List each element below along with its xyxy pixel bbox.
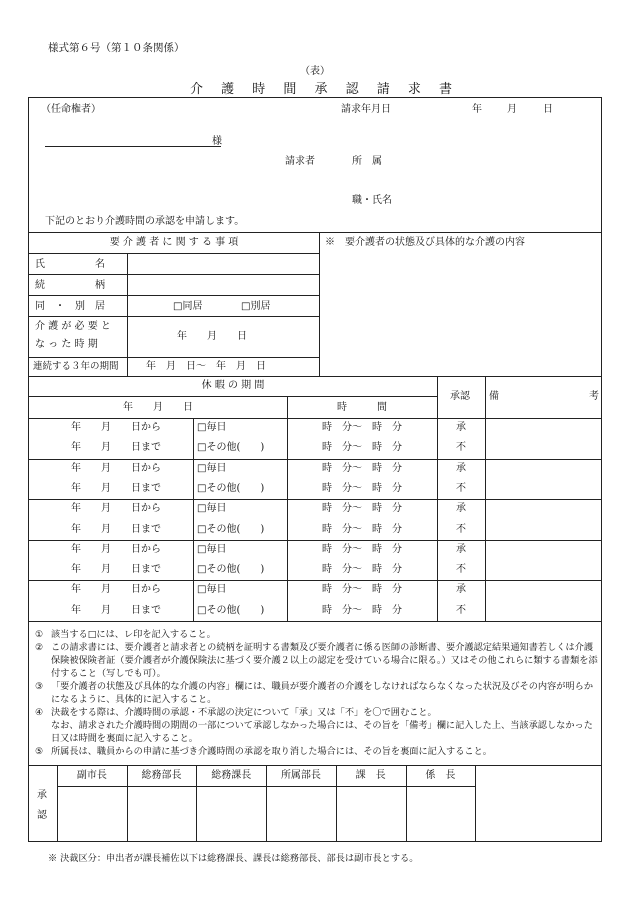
- approval-column-label: 係 長: [425, 770, 456, 781]
- request-date-label: 請求年月日: [341, 104, 391, 115]
- appointer-label: （任命権者）: [41, 104, 101, 115]
- approval-label-1: 承: [37, 790, 47, 801]
- leave-row-approval-mark: 承: [456, 584, 466, 596]
- living-label: 同 ・ 別 居: [35, 301, 105, 312]
- leave-row-approval-mark: 承: [456, 422, 466, 433]
- leave-row-time: 時 分〜 時 分: [322, 422, 402, 433]
- leave-row-time: 時 分〜 時 分: [322, 442, 402, 454]
- position-name-label: 職・氏名: [352, 195, 392, 206]
- note-item: ③ 「要介護者の状態及び具体的な介護の内容」欄には、職員が要介護者の介護をしなければならなくなった状況及びその内容が明らかになるように、具体的に記入すること。: [35, 681, 594, 705]
- leave-row-date: 年 月 日まで: [71, 604, 161, 616]
- leave-row-divider: [29, 540, 601, 541]
- leave-row-approval-mark: 不: [456, 604, 466, 616]
- leave-row-date: 年 月 日から: [71, 462, 161, 474]
- name-label: 氏 名: [35, 259, 105, 270]
- leave-row-approval-mark: 不: [456, 442, 466, 454]
- leave-row-date: 年 月 日まで: [71, 482, 161, 494]
- approval-column-divider: [475, 766, 476, 842]
- leave-row-option-checkbox[interactable]: □毎日: [197, 584, 227, 596]
- leave-row-time: 時 分〜 時 分: [322, 462, 402, 474]
- leave-row-date: 年 月 日から: [71, 584, 161, 596]
- approval-block: [28, 766, 602, 842]
- leave-row-option-checkbox[interactable]: □毎日: [197, 422, 227, 433]
- leave-row-option-checkbox[interactable]: □その他( ): [197, 482, 265, 494]
- approval-column-label: 課 長: [355, 770, 386, 781]
- remarks-header-1: 備: [489, 391, 499, 402]
- leave-row-time: 時 分〜 時 分: [322, 503, 402, 515]
- need-label-1: 介 護 が 必 要 と: [35, 321, 111, 332]
- leave-row-time: 時 分〜 時 分: [322, 543, 402, 555]
- page-title: 介 護 時 間 承 認 請 求 書: [190, 82, 460, 97]
- leave-row-date: 年 月 日まで: [71, 442, 161, 454]
- living-same-checkbox[interactable]: □同居: [173, 301, 203, 312]
- period-range: 年 月 日〜 年 月 日: [146, 361, 266, 372]
- sama-label: 様: [212, 136, 222, 147]
- leave-row-divider: [29, 499, 601, 500]
- time-column-header: 時 間: [337, 402, 387, 413]
- leave-row-approval-mark: 不: [456, 482, 466, 494]
- leave-row-date: 年 月 日まで: [71, 523, 161, 535]
- leave-row-option-checkbox[interactable]: □その他( ): [197, 523, 265, 535]
- leave-table-title: 休 暇 の 期 間: [201, 380, 265, 391]
- approval-label-2: 認: [37, 810, 47, 821]
- note-item: ⑤ 所属長は、職員からの申請に基づき介護時間の承認を取り消した場合には、その旨を裏面に記入すること。: [35, 746, 492, 757]
- request-date-year: 年: [472, 104, 482, 115]
- request-form: [28, 97, 602, 766]
- leave-row-approval-mark: 不: [456, 564, 466, 576]
- leave-row-option-checkbox[interactable]: □毎日: [197, 503, 227, 515]
- leave-row-option-checkbox[interactable]: □毎日: [197, 462, 227, 474]
- intro-text: 下記のとおり介護時間の承認を申請します。: [45, 216, 245, 227]
- approval-column-label: 総務部長: [141, 770, 182, 781]
- approval-column-label: 所属部長: [280, 770, 321, 781]
- note-item: ① 該当する□には、レ印を記入すること。: [35, 629, 216, 640]
- leave-row-time: 時 分〜 時 分: [322, 584, 402, 596]
- note-item: なお、請求された介護時間の期間の一部について承認しなかった場合には、その旨を「備考」欄に記入した上、当該承認しなかった日又は時間を裏面に記入すること。: [51, 720, 593, 744]
- need-date: 年 月 日: [177, 331, 247, 342]
- leave-row-approval-mark: 承: [456, 462, 466, 474]
- note-item: ④ 決裁をする際は、介護時間の承認・不承認の決定について「承」又は「不」を〇で囲むこと。: [35, 707, 437, 718]
- approval-column-header: 承認: [450, 391, 470, 402]
- state-header: ※ 要介護者の状態及び具体的な介護の内容: [325, 237, 525, 248]
- care-header: 要 介 護 者 に 関 す る 事 項: [109, 237, 239, 248]
- leave-row-time: 時 分〜 時 分: [322, 523, 402, 535]
- leave-row-time: 時 分〜 時 分: [322, 604, 402, 616]
- footnote: ※ 決裁区分：申出者が課長補佐以下は総務課長、課長は総務部長、部長は副市長とする。: [48, 853, 419, 864]
- leave-row-option-checkbox[interactable]: □その他( ): [197, 564, 265, 576]
- date-column-header: 年 月 日: [123, 402, 193, 413]
- approval-column-label: 総務課長: [211, 770, 252, 781]
- remarks-header-2: 考: [589, 391, 599, 402]
- leave-row-approval-mark: 承: [456, 503, 466, 515]
- form-number: 様式第６号（第１０条関係）: [48, 42, 185, 54]
- request-date-month: 月: [507, 104, 517, 115]
- leave-row-approval-mark: 不: [456, 523, 466, 535]
- leave-row-option-checkbox[interactable]: □その他( ): [197, 442, 265, 454]
- leave-row-approval-mark: 承: [456, 543, 466, 555]
- approval-column-label: 副市長: [76, 770, 107, 781]
- leave-row-date: 年 月 日から: [71, 503, 161, 515]
- need-label-2: な っ た 時 期: [35, 339, 98, 350]
- side-label: （表）: [300, 66, 330, 77]
- notes-list: [35, 628, 601, 758]
- leave-row-date: 年 月 日まで: [71, 564, 161, 576]
- affiliation-label: 所 属: [352, 156, 382, 167]
- leave-row-divider: [29, 580, 601, 581]
- requester-label: 請求者: [285, 156, 315, 167]
- period-label: 連続する３年の期間: [33, 361, 119, 372]
- leave-row-time: 時 分〜 時 分: [322, 564, 402, 576]
- leave-row-date: 年 月 日から: [71, 422, 161, 433]
- leave-row-divider: [29, 459, 601, 460]
- request-date-day: 日: [543, 104, 553, 115]
- living-separate-checkbox[interactable]: □別居: [241, 301, 271, 312]
- leave-row-time: 時 分〜 時 分: [322, 482, 402, 494]
- note-item: ② この請求書には、要介護者と請求者との続柄を証明する書類及び要介護者に係る医師の診断書、要介護認定結果通知書若しくは介護保険被保険者証（要介護者が介護保険法に基づく要介護２以上の認定を受けている場合に限る。）又はその他これらに類する書類を添付すること（写しでも可）。: [35, 642, 598, 679]
- addressee-line: [45, 146, 221, 147]
- leave-row-option-checkbox[interactable]: □その他( ): [197, 604, 265, 616]
- leave-row-date: 年 月 日から: [71, 543, 161, 555]
- relation-label: 続 柄: [35, 280, 105, 291]
- leave-row-option-checkbox[interactable]: □毎日: [197, 543, 227, 555]
